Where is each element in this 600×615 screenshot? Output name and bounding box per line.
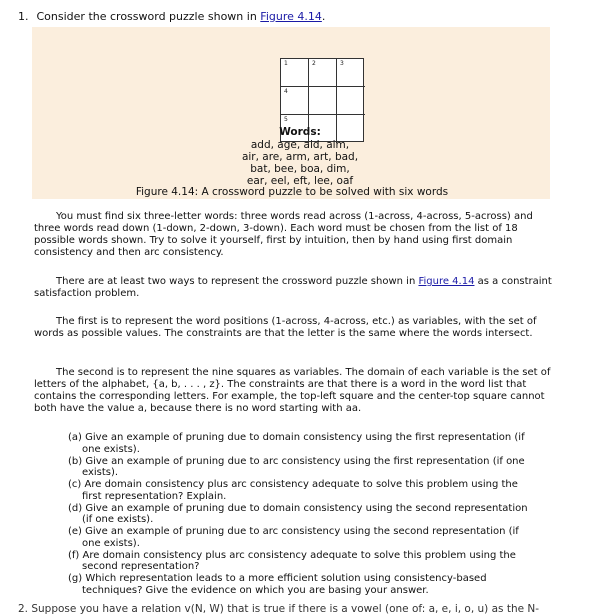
cell-number: 1 bbox=[284, 60, 288, 67]
word-list-line: add, age, aid, aim, bbox=[250, 139, 350, 151]
paragraph-text: You must find six three-letter words: three words read across (1-across, 4-across, 5-across) and three words read down (1-down, 2-down, 3-down). Each word must be chosen from the list of 18 possible words shown. Try to solve it yourself, first by intuition, then by hand using first domain consistency and then arc consistency. bbox=[34, 211, 533, 258]
paragraph-text: The first is to represent the word positions (1-across, 4-across, etc.) as variables, with the set of words as possible values. The constraints are that the letter is the same where the words intersect. bbox=[34, 316, 537, 339]
subquestion-item bbox=[68, 479, 538, 502]
subquestion-item bbox=[68, 573, 538, 596]
cell-number: 5 bbox=[284, 116, 288, 123]
subquestion-label: (f) bbox=[68, 549, 80, 561]
figure-link[interactable]: Figure 4.14 bbox=[260, 10, 322, 23]
subquestion-text: (if one exists). bbox=[82, 514, 154, 525]
question-text: Consider the crossword puzzle shown in bbox=[36, 10, 261, 23]
subquestion-text: one exists). bbox=[82, 537, 140, 549]
subquestion-text: second representation? bbox=[82, 561, 200, 572]
paragraph-text: as a constraint satisfaction problem. bbox=[34, 276, 552, 299]
subquestion-text: first representation? Explain. bbox=[82, 490, 227, 502]
subquestion-text: Are domain consistency plus arc consistency adequate to solve this problem using the bbox=[82, 549, 516, 561]
subquestion-label: (a) bbox=[68, 432, 82, 443]
subquestion-text: one exists). bbox=[82, 443, 140, 455]
grid-cell bbox=[337, 87, 365, 115]
subquestion-text: Give an example of pruning due to arc consistency using the second representation (if bbox=[85, 526, 519, 537]
subquestion-item bbox=[68, 526, 538, 549]
question-heading bbox=[18, 10, 325, 23]
subquestion-text: techniques? Give the evidence on which you are basing your answer. bbox=[82, 584, 429, 596]
paragraph-representations bbox=[34, 276, 554, 300]
next-question-cut-off: 2. Suppose you have a relation v(N, W) that is true if there is a vowel (one of: a, e, i, o, u) as the N- bbox=[18, 603, 540, 615]
cell-number: 3 bbox=[340, 60, 344, 67]
word-list-line: ear, eel, eft, lee, oaf bbox=[246, 175, 354, 187]
cell-number: 2 bbox=[312, 60, 316, 67]
subquestion-label: (e) bbox=[68, 526, 82, 537]
figure-caption: Figure 4.14: A crossword puzzle to be solved with six words bbox=[135, 186, 449, 198]
subquestion-item bbox=[68, 456, 538, 479]
grid-cell bbox=[281, 59, 309, 87]
subquestion-list bbox=[68, 432, 538, 597]
subquestion-item bbox=[68, 503, 538, 526]
subquestion-label: (b) bbox=[68, 455, 83, 467]
subquestion-label: (c) bbox=[68, 479, 82, 490]
paragraph-text: There are at least two ways to represent the crossword puzzle shown in bbox=[56, 276, 419, 287]
cell-number: 4 bbox=[284, 88, 288, 95]
subquestion-label: (g) bbox=[68, 573, 83, 584]
subquestion-text: Give an example of pruning due to domain consistency using the second representation bbox=[85, 502, 528, 514]
words-title: Words: bbox=[279, 126, 321, 138]
paragraph-text: The second is to represent the nine squares as variables. The domain of each variable is the set of letters of the alphabet, {a, b, . . . , z}. The constraints are that there is a word in the word list that contains the corresponding letters. For example, the top-left square and the center-top square cannot both have the value a, because there is no word starting with aa. bbox=[34, 367, 551, 414]
grid-cell bbox=[337, 59, 365, 87]
subquestion-text: Which representation leads to a more efficient solution using consistency-based bbox=[85, 573, 487, 584]
subquestion-item bbox=[68, 432, 538, 455]
word-list-line: air, are, arm, art, bad, bbox=[241, 151, 359, 163]
subquestion-text: Are domain consistency plus arc consistency adequate to solve this problem using the bbox=[84, 479, 518, 490]
word-list-line: bat, bee, boa, dim, bbox=[250, 163, 350, 175]
question-number: 1. bbox=[18, 10, 29, 23]
grid-cell bbox=[281, 87, 309, 115]
subquestion-item bbox=[68, 550, 538, 573]
paragraph-first-representation bbox=[34, 316, 554, 340]
subquestion-text: exists). bbox=[82, 467, 119, 478]
subquestion-text: Give an example of pruning due to domain consistency using the first representation (if bbox=[85, 432, 525, 443]
question-text-end: . bbox=[321, 10, 326, 23]
grid-cell bbox=[309, 87, 337, 115]
paragraph-second-representation bbox=[34, 367, 554, 415]
subquestion-label: (d) bbox=[68, 502, 83, 514]
figure-link[interactable]: Figure 4.14 bbox=[418, 276, 475, 287]
paragraph-task bbox=[34, 211, 554, 259]
subquestion-text: Give an example of pruning due to arc consistency using the first representation (if one bbox=[85, 455, 525, 467]
grid-cell bbox=[309, 59, 337, 87]
